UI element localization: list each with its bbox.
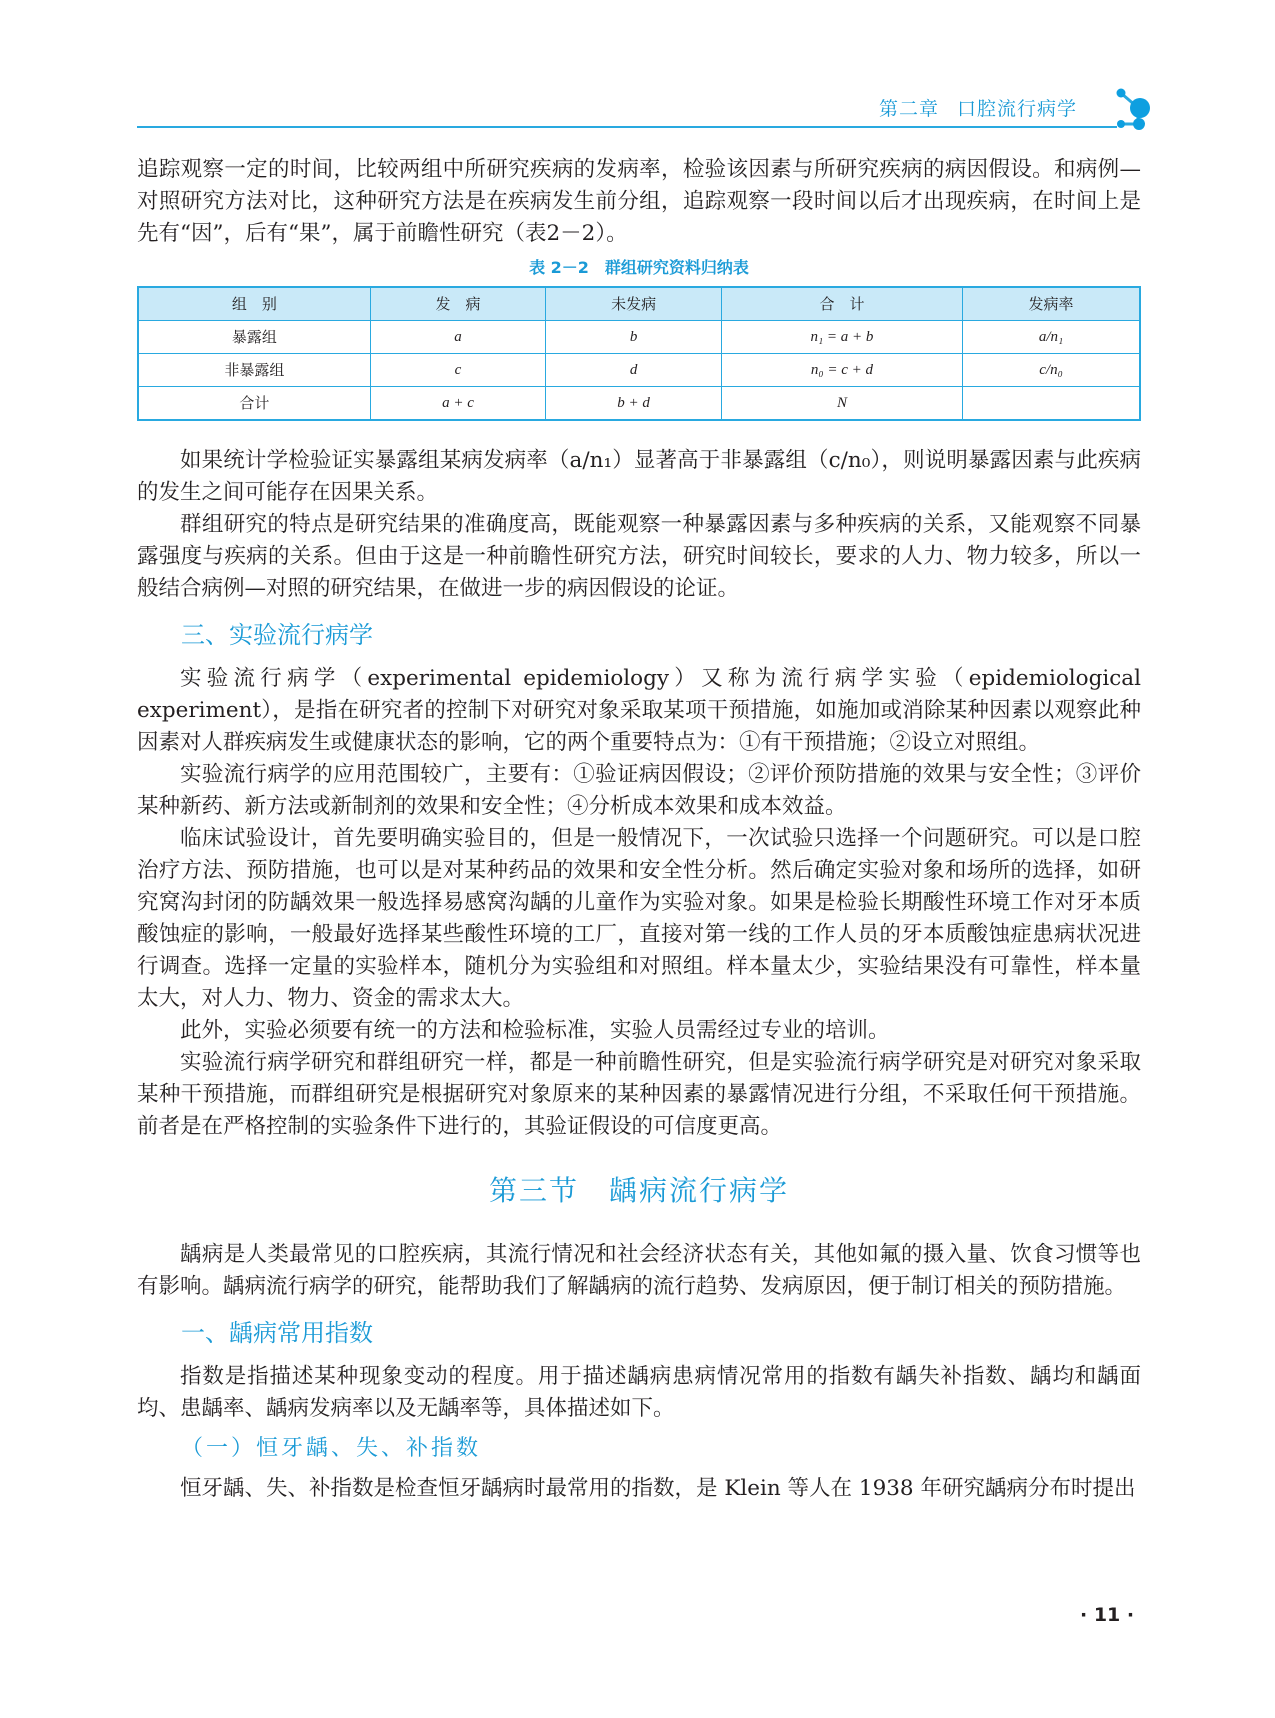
paragraph: 临床试验设计，首先要明确实验目的，但是一般情况下，一次试验只选择一个问题研究。可以是口腔治疗方法、预防措施，也可以是对某种药品的效果和安全性分析。然后确定实验对象和场所的选择，如研究窝沟封闭的防龋效果一般选择易感窝沟龋的儿童作为实验对象。如果是检验长期酸性环境工作对牙本质酸蚀症的影响，一般最好选择某些酸性环境的工厂，直接对第一线的工作人员的牙本质酸蚀症患病状况进行调查。选择一定量的实验样本，随机分为实验组和对照组。样本量太少，实验结果没有可靠性，样本量太大，对人力、物力、资金的需求太大。 — [137, 826, 1141, 1011]
col-header: 发病率 — [963, 287, 1140, 321]
cell: b — [546, 321, 722, 354]
cell: a + c — [370, 387, 546, 421]
cell: a — [370, 321, 546, 354]
running-header — [137, 90, 1117, 128]
cell: 合计 — [138, 387, 370, 421]
cell: d — [546, 354, 722, 387]
cell: n₁ = a + b — [721, 321, 962, 354]
section-title — [137, 1171, 1141, 1211]
paragraph: 实验流行病学的应用范围较广，主要有：①验证病因假设；②评价预防措施的效果与安全性；③评价某种新药、新方法或新制剂的效果和安全性；④分析成本效果和成本效益。 — [137, 762, 1141, 819]
paragraph: 实验流行病学（experimental epidemiology）又称为流行病学实验（epidemiological experiment），是指在研究者的控制下对研究对象采取某项干预措施，如施加或消除某种因素以观察此种因素对人群疾病发生或健康状态的影响，它的两个重要特点为：①有干预措施；②设立对照组。 — [137, 666, 1141, 755]
paragraph: 此外，实验必须要有统一的方法和检验标准，实验人员需经过专业的培训。 — [180, 1018, 890, 1043]
cell: 暴露组 — [138, 321, 370, 354]
subsection-heading: 三、实验流行病学 — [181, 621, 373, 649]
sub-subsection-heading: （一）恒牙龋、失、补指数 — [181, 1436, 482, 1461]
table-header-row — [138, 287, 1140, 321]
page-body — [137, 154, 1141, 1505]
subsection-heading: 一、龋病常用指数 — [181, 1319, 373, 1347]
paragraph: 实验流行病学研究和群组研究一样，都是一种前瞻性研究，但是实验流行病学研究是对研究对象采取某种干预措施，而群组研究是根据研究对象原来的某种因素的暴露情况进行分组，不采取任何干预措施。前者是在严格控制的实验条件下进行的，其验证假设的可信度更高。 — [137, 1050, 1141, 1139]
col-header: 未发病 — [546, 287, 722, 321]
section-name: 龋病流行病学 — [609, 1174, 790, 1207]
paragraph: 群组研究的特点是研究结果的准确度高，既能观察一种暴露因素与多种疾病的关系，又能观察不同暴露强度与疾病的关系。但由于这是一种前瞻性研究方法，研究时间较长，要求的人力、物力较多，所以一般结合病例—对照的研究结果，在做进一步的病因假设的论证。 — [137, 512, 1141, 601]
paragraph: 指数是指描述某种现象变动的程度。用于描述龋病患病情况常用的指数有龋失补指数、龋均和龋面均、患龋率、龋病发病率以及无龋率等，具体描述如下。 — [137, 1364, 1141, 1421]
page-number: · 11 · — [1080, 1604, 1135, 1626]
col-header: 合 计 — [721, 287, 962, 321]
table-row — [138, 354, 1140, 387]
molecule-logo-icon — [1110, 86, 1160, 130]
table-row — [138, 321, 1140, 354]
cell: N — [721, 387, 962, 421]
cell: a/n₁ — [963, 321, 1140, 354]
table-row — [138, 387, 1140, 421]
paragraph: 恒牙龋、失、补指数是检查恒牙龋病时最常用的指数，是 Klein 等人在 1938 年研究龋病分布时提出 — [180, 1476, 1136, 1501]
cell: 非暴露组 — [138, 354, 370, 387]
section-number: 第三节 — [488, 1174, 579, 1207]
col-header: 组 别 — [138, 287, 370, 321]
cell: n₀ = c + d — [721, 354, 962, 387]
paragraph: 龋病是人类最常见的口腔疾病，其流行情况和社会经济状态有关，其他如氟的摄入量、饮食习惯等也有影响。龋病流行病学的研究，能帮助我们了解龋病的流行趋势、发病原因，便于制订相关的预防措施。 — [137, 1242, 1141, 1299]
chapter-number: 第二章 — [878, 98, 939, 120]
chapter-title — [879, 94, 1077, 121]
cohort-study-table — [137, 286, 1141, 421]
col-header: 发 病 — [370, 287, 546, 321]
cell — [963, 387, 1140, 421]
cell: b + d — [546, 387, 722, 421]
chapter-name: 口腔流行病学 — [956, 98, 1077, 120]
table-caption: 表 2－2 群组研究资料归纳表 — [529, 258, 749, 277]
cell: c/n₀ — [963, 354, 1140, 387]
paragraph: 如果统计学检验证实暴露组某病发病率（a/n₁）显著高于非暴露组（c/n₀），则说明暴露因素与此疾病的发生之间可能存在因果关系。 — [137, 448, 1141, 505]
cell: c — [370, 354, 546, 387]
paragraph: 追踪观察一定的时间，比较两组中所研究疾病的发病率，检验该因素与所研究疾病的病因假设。和病例—对照研究方法对比，这种研究方法是在疾病发生前分组，追踪观察一段时间以后才出现疾病，在时间上是先有“因”，后有“果”，属于前瞻性研究（表2－2）。 — [137, 157, 1141, 246]
